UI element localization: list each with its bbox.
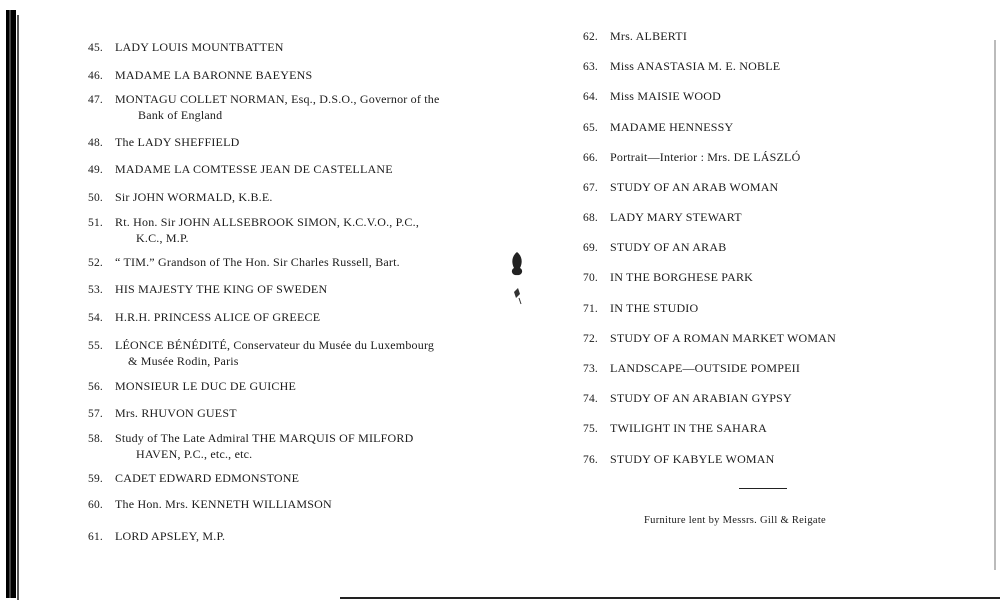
entry-title: IN THE BORGHESE PARK (610, 270, 754, 284)
catalogue-entry (88, 215, 498, 246)
entry-title: Mrs. ALBERTI (610, 29, 688, 43)
entry-title: The LADY SHEFFIELD (115, 135, 240, 149)
entry-number: 50. (88, 192, 103, 204)
entry-title: H.R.H. PRINCESS ALICE OF GREECE (115, 310, 321, 324)
catalogue-entry (583, 452, 883, 468)
entry-title: STUDY OF A ROMAN MARKET WOMAN (610, 331, 836, 345)
catalogue-entry (88, 471, 498, 487)
entry-number: 68. (583, 212, 598, 224)
page-bottom-edge (340, 597, 1000, 599)
entry-title: Miss ANASTASIA M. E. NOBLE (610, 59, 781, 73)
catalogue-entry (583, 240, 883, 256)
entry-title: LADY MARY STEWART (610, 210, 742, 224)
catalogue-entry (583, 89, 883, 105)
catalogue-entry (583, 210, 883, 226)
entry-title: MONSIEUR LE DUC DE GUICHE (115, 379, 296, 393)
catalogue-entry (583, 361, 883, 377)
entry-title: LADY LOUIS MOUNTBATTEN (115, 40, 284, 54)
page-spine-edge (17, 15, 19, 600)
entry-title: HIS MAJESTY THE KING OF SWEDEN (115, 282, 328, 296)
entry-title: IN THE STUDIO (610, 301, 699, 315)
furniture-credit: Furniture lent by Messrs. Gill & Reigate (644, 515, 827, 526)
entry-number: 75. (583, 423, 598, 435)
entry-number: 74. (583, 393, 598, 405)
entry-number: 65. (583, 122, 598, 134)
entry-number: 49. (88, 164, 103, 176)
entry-title: Sir JOHN WORMALD, K.B.E. (115, 190, 273, 204)
entry-number: 48. (88, 137, 103, 149)
catalogue-entry (88, 135, 498, 151)
catalogue-entry (88, 162, 498, 178)
entry-number: 46. (88, 70, 103, 82)
entry-title: Mrs. RHUVON GUEST (115, 406, 237, 420)
catalogue-entry (88, 310, 498, 326)
entry-number: 70. (583, 272, 598, 284)
entry-number: 55. (88, 340, 103, 352)
page-spine (6, 10, 16, 598)
entry-title: “ TIM.” Grandson of The Hon. Sir Charles Russell, Bart. (115, 255, 400, 269)
catalogue-entry (88, 40, 498, 56)
catalogue-entry (88, 255, 498, 271)
entry-number: 69. (583, 242, 598, 254)
catalogue-entry (88, 497, 498, 513)
entry-title: Miss MAISIE WOOD (610, 89, 721, 103)
catalogue-entry (88, 379, 498, 395)
entry-title: The Hon. Mrs. KENNETH WILLIAMSON (115, 497, 332, 511)
catalogue-entry (88, 68, 498, 84)
entry-title: MONTAGU COLLET NORMAN, Esq., D.S.O., Governor of the (115, 92, 440, 106)
entry-number: 64. (583, 91, 598, 103)
entry-number: 56. (88, 381, 103, 393)
catalogue-entry (583, 150, 883, 166)
catalogue-entry (583, 421, 883, 437)
entry-number: 57. (88, 408, 103, 420)
entry-title: Portrait—Interior : Mrs. DE LÁSZLÓ (610, 150, 801, 164)
section-divider (739, 488, 787, 489)
entry-title: Study of The Late Admiral THE MARQUIS OF MILFORD (115, 431, 414, 445)
entry-number: 47. (88, 94, 103, 106)
entry-continuation: Bank of England (138, 108, 223, 122)
entry-title: LÉONCE BÉNÉDITÉ, Conservateur du Musée du Luxembourg (115, 338, 435, 352)
entry-number: 60. (88, 499, 103, 511)
entry-number: 71. (583, 303, 598, 315)
entry-number: 58. (88, 433, 103, 445)
entry-continuation: K.C., M.P. (136, 231, 189, 245)
entry-number: 52. (88, 257, 103, 269)
printer-ornament (506, 248, 528, 308)
catalogue-entry (583, 270, 883, 286)
entry-title: STUDY OF AN ARABIAN GYPSY (610, 391, 792, 405)
catalogue-entry (88, 92, 498, 123)
catalogue-entry (88, 338, 498, 369)
entry-number: 72. (583, 333, 598, 345)
catalogue-entry (583, 180, 883, 196)
entry-title: STUDY OF KABYLE WOMAN (610, 452, 775, 466)
entry-title: STUDY OF AN ARAB WOMAN (610, 180, 779, 194)
entry-title: MADAME LA COMTESSE JEAN DE CASTELLANE (115, 162, 393, 176)
entry-title: MADAME LA BARONNE BAEYENS (115, 68, 313, 82)
entry-continuation: & Musée Rodin, Paris (128, 354, 239, 368)
entry-number: 73. (583, 363, 598, 375)
entry-number: 53. (88, 284, 103, 296)
catalogue-entry (88, 431, 498, 462)
entry-number: 67. (583, 182, 598, 194)
entry-number: 61. (88, 531, 103, 543)
entry-title: LORD APSLEY, M.P. (115, 529, 226, 543)
entry-number: 54. (88, 312, 103, 324)
catalogue-entry (88, 529, 498, 545)
catalogue-entry (583, 120, 883, 136)
catalogue-entry (583, 301, 883, 317)
entry-title: MADAME HENNESSY (610, 120, 734, 134)
catalogue-entry (583, 29, 883, 45)
entry-number: 63. (583, 61, 598, 73)
entry-number: 76. (583, 454, 598, 466)
catalogue-entry (583, 331, 883, 347)
page-right-edge (994, 40, 996, 570)
catalogue-entry (583, 391, 883, 407)
entry-title: Rt. Hon. Sir JOHN ALLSEBROOK SIMON, K.C.V.O., P.C., (115, 215, 420, 229)
entry-title: CADET EDWARD EDMONSTONE (115, 471, 300, 485)
catalogue-entry (88, 282, 498, 298)
catalogue-entry (88, 190, 498, 206)
entry-number: 45. (88, 42, 103, 54)
catalogue-entry (583, 59, 883, 75)
entry-title: LANDSCAPE—OUTSIDE POMPEII (610, 361, 801, 375)
catalogue-entry (88, 406, 498, 422)
entry-number: 59. (88, 473, 103, 485)
entry-number: 51. (88, 217, 103, 229)
entry-number: 62. (583, 31, 598, 43)
entry-continuation: HAVEN, P.C., etc., etc. (136, 447, 253, 461)
entry-number: 66. (583, 152, 598, 164)
entry-title: STUDY OF AN ARAB (610, 240, 727, 254)
entry-title: TWILIGHT IN THE SAHARA (610, 421, 767, 435)
